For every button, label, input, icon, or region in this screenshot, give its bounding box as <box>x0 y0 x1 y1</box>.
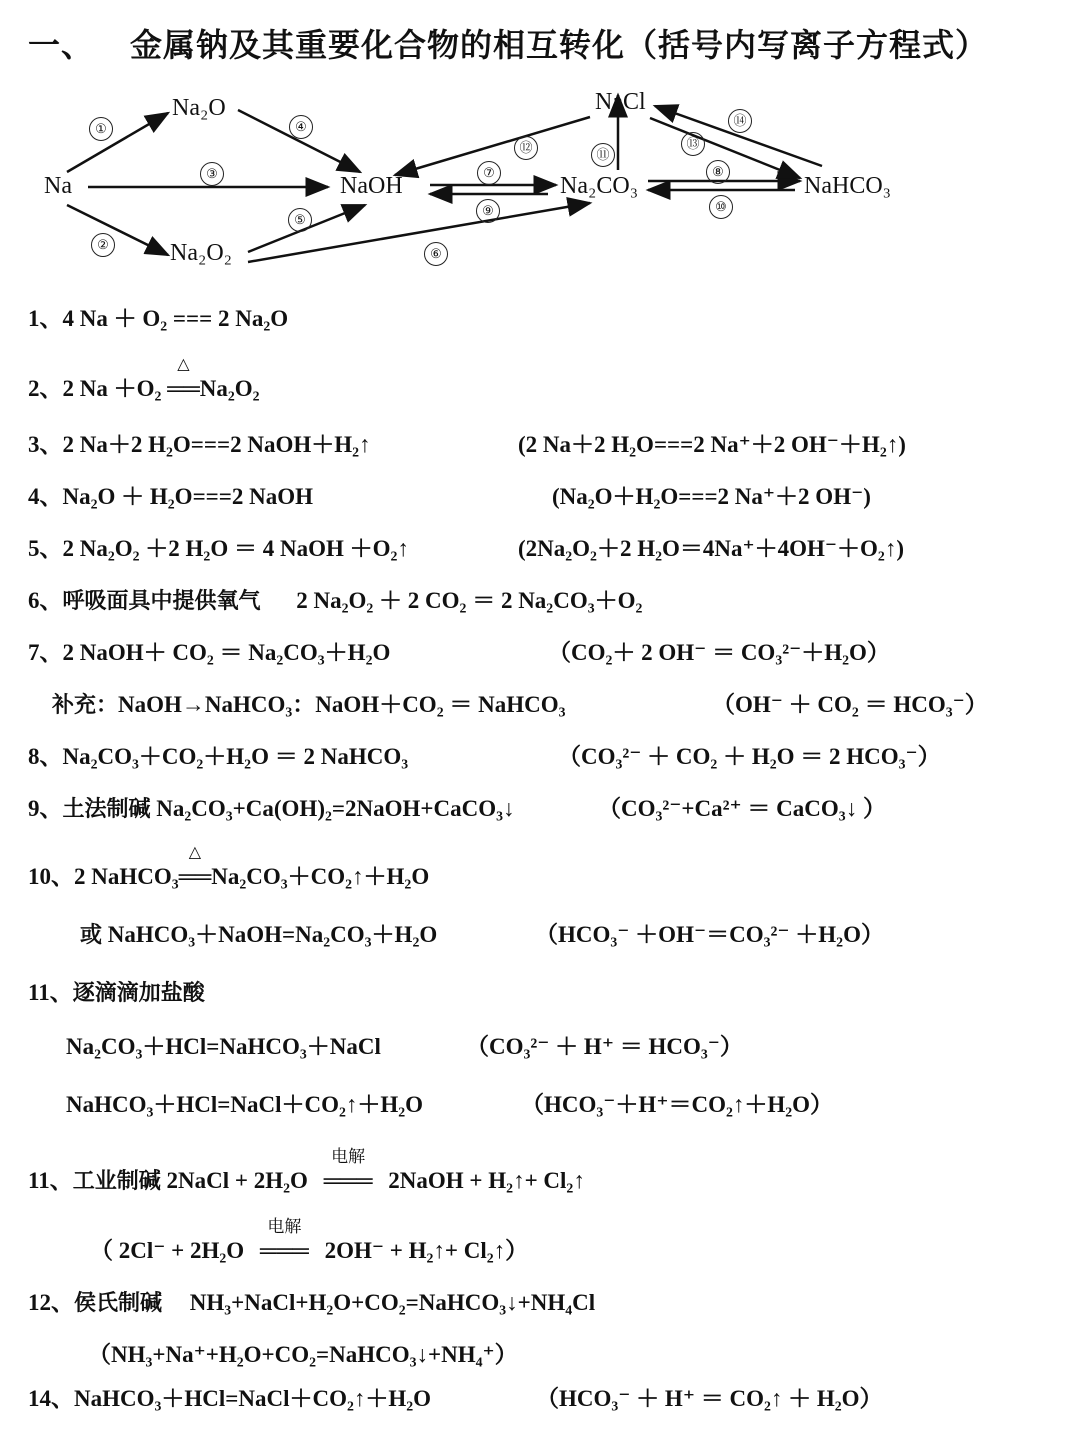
edge-label-11: ⑪ <box>591 143 615 167</box>
eq-products: Na₂CO₃＋CO₂↑＋H₂O <box>211 864 430 889</box>
eq-reactants: 2NaCl + 2H₂O <box>166 1168 308 1193</box>
eq-number: 7、 <box>28 640 63 665</box>
equation-11-industrial-ionic <box>90 1217 529 1265</box>
eq-ionic: (2 Na＋2 H₂O===2 Na⁺＋2 OH⁻＋H₂↑) <box>518 432 906 457</box>
equation-14 <box>28 1380 883 1413</box>
eq-note: 呼吸面具中提供氧气 <box>62 589 261 614</box>
eq-molecular: NaHCO₃＋HCl=NaCl＋CO₂↑＋H₂O <box>74 1386 432 1411</box>
electrolysis-condition: 电解 ═══ <box>260 1238 309 1264</box>
equation-12-ionic <box>88 1336 518 1369</box>
eq-ionic: （NH₃+Na⁺+H₂O+CO₂=NaHCO₃↓+NH₄⁺） <box>88 1342 518 1367</box>
edge-label-7: ⑦ <box>477 161 501 185</box>
edge-label-10: ⑩ <box>709 195 733 219</box>
equation-1 <box>28 300 288 333</box>
equation-supplement <box>52 686 988 719</box>
eq-molecular: 2 Na₂O₂ ＋ 2 CO₂ ＝ 2 Na₂CO₃＋O₂ <box>296 588 643 613</box>
eq-note: 工业制碱 <box>72 1169 161 1194</box>
electrolysis-condition: 电解 ═══ <box>324 1168 373 1194</box>
equation-11b <box>66 1086 834 1119</box>
section-number: 一、 <box>28 26 95 64</box>
node-na: Na <box>44 173 72 199</box>
node-na2o2: Na₂O₂ <box>170 240 233 266</box>
eq-note: 土法制碱 <box>62 797 151 822</box>
edge-label-3: ③ <box>200 162 224 186</box>
equation-11-heading <box>28 974 205 1007</box>
eq-number: 3、 <box>28 432 63 457</box>
eq-number: 11、 <box>28 1168 73 1193</box>
eq-molecular: NaHCO₃＋HCl=NaCl＋CO₂↑＋H₂O <box>66 1092 424 1117</box>
electrolysis-label: 电解 <box>331 1147 366 1167</box>
arrow-2 <box>67 205 168 255</box>
equation-10-alt <box>80 916 884 949</box>
eq-molecular: 2 Na₂O₂ ＋2 H₂O ＝ 4 NaOH ＋O₂↑ <box>62 536 409 561</box>
equation-6 <box>28 582 642 615</box>
eq-number: 2、 <box>28 376 63 401</box>
eq-ionic: （CO₃²⁻ ＋ CO₂ ＋ H₂O ＝ 2 HCO₃⁻） <box>558 744 941 769</box>
eq-number: 14、 <box>28 1386 74 1411</box>
eq-ionic: （CO₃²⁻ ＋ H⁺ ＝ HCO₃⁻） <box>466 1034 743 1059</box>
heat-icon: △ <box>188 844 202 861</box>
eq-number: 4、 <box>28 484 63 509</box>
eq-molecular: Na₂O ＋ H₂O===2 NaOH <box>62 484 314 509</box>
node-na2co3: Na₂CO₃ <box>560 173 639 199</box>
heat-condition: △ ══ <box>178 844 212 889</box>
equation-12 <box>28 1284 595 1317</box>
eq-ionic: （CO₃²⁻+Ca²⁺ ＝ CaCO₃↓ ） <box>598 796 886 821</box>
node-na2o: Na₂O <box>172 95 226 121</box>
eq-molecular: Na₂CO₃＋CO₂＋H₂O ＝ 2 NaHCO₃ <box>62 744 409 769</box>
eq-note: 或 <box>80 923 103 948</box>
conversion-diagram <box>0 80 1080 280</box>
eq-number: 1、 <box>28 306 63 331</box>
equation-8 <box>28 738 941 771</box>
equation-11-industrial <box>28 1147 585 1195</box>
eq-molecular: NH₃+NaCl+H₂O+CO₂=NaHCO₃↓+NH₄Cl <box>189 1290 596 1315</box>
eq-note: 逐滴滴加盐酸 <box>72 981 205 1006</box>
arrows-svg <box>0 80 1080 280</box>
eq-number: 6、 <box>28 588 63 613</box>
equation-10 <box>28 844 430 891</box>
eq-note: 侯氏制碱 <box>74 1291 163 1316</box>
eq-number: 8、 <box>28 744 63 769</box>
edge-label-9: ⑨ <box>476 199 500 223</box>
eq-note: 补充： <box>52 693 119 718</box>
equation-3 <box>28 426 906 459</box>
eq-molecular: 2 NaOH＋ CO₂ ＝ Na₂CO₃＋H₂O <box>62 640 391 665</box>
heat-icon: △ <box>177 356 190 373</box>
equation-11a <box>66 1028 743 1061</box>
page-title <box>28 20 988 66</box>
equation-5 <box>28 530 904 563</box>
arrow-1 <box>67 113 168 172</box>
node-naoh: NaOH <box>340 173 403 199</box>
eq-molecular: 4 Na ＋ O₂ === 2 Na₂O <box>62 306 289 331</box>
edge-label-14: ⑭ <box>728 109 752 133</box>
edge-label-5: ⑤ <box>288 208 312 232</box>
electrolysis-label: 电解 <box>267 1217 302 1237</box>
eq-products: Na₂O₂ <box>199 376 260 401</box>
edge-label-6: ⑥ <box>424 242 448 266</box>
eq-reactants: 2 NaHCO₃ <box>74 864 179 889</box>
eq-molecular: Na₂CO₃＋HCl=NaHCO₃＋NaCl <box>66 1034 381 1059</box>
eq-ionic: （HCO₃⁻ ＋OH⁻＝CO₃²⁻ ＋H₂O） <box>535 922 884 947</box>
eq-ionic: （HCO₃⁻＋H⁺＝CO₂↑＋H₂O） <box>521 1092 834 1117</box>
eq-number: 5、 <box>28 536 63 561</box>
edge-label-1: ① <box>89 117 113 141</box>
eq-molecular: Na₂CO₃+Ca(OH)₂=2NaOH+CaCO₃↓ <box>156 796 515 821</box>
eq-number: 9、 <box>28 796 63 821</box>
heat-condition: △ ══ <box>167 356 200 401</box>
eq-molecular: NaHCO₃＋NaOH=Na₂CO₃＋H₂O <box>107 922 438 947</box>
eq-molecular: 2 Na＋2 H₂O===2 NaOH＋H₂↑ <box>62 432 371 457</box>
eq-number: 10、 <box>28 864 74 889</box>
eq-number: 11、 <box>28 980 73 1005</box>
edge-label-2: ② <box>91 233 115 257</box>
eq-molecular: NaOH→NaHCO₃：NaOH＋CO₂ ＝ NaHCO₃ <box>118 692 566 717</box>
eq-ionic: (Na₂O＋H₂O===2 Na⁺＋2 OH⁻) <box>552 484 871 509</box>
edge-label-13: ⑬ <box>681 132 705 156</box>
eq-products: 2NaOH + H₂↑+ Cl₂↑ <box>388 1168 585 1193</box>
eq-ionic: （CO₂＋ 2 OH⁻ ＝ CO₃²⁻＋H₂O） <box>548 640 890 665</box>
equation-9 <box>28 790 886 823</box>
section-title: 金属钠及其重要化合物的相互转化（括号内写离子方程式） <box>130 26 989 64</box>
eq-ionic: （HCO₃⁻ ＋ H⁺ ＝ CO₂↑ ＋ H₂O） <box>536 1386 883 1411</box>
equation-7 <box>28 634 890 667</box>
edge-label-12: ⑫ <box>514 136 538 160</box>
edge-label-8: ⑧ <box>706 160 730 184</box>
equation-2 <box>28 356 260 403</box>
node-nahco3: NaHCO₃ <box>804 173 892 199</box>
eq-ionic: (2Na₂O₂＋2 H₂O＝4Na⁺＋4OH⁻＋O₂↑) <box>518 536 904 561</box>
equation-4 <box>28 478 871 511</box>
eq-reactants: （ 2Cl⁻ + 2H₂O <box>90 1238 245 1263</box>
edge-label-4: ④ <box>289 115 313 139</box>
eq-number: 12、 <box>28 1290 74 1315</box>
eq-products: 2OH⁻ + H₂↑+ Cl₂↑） <box>324 1238 529 1263</box>
node-nacl: NaCl <box>595 89 646 115</box>
eq-reactants: 2 Na ＋O₂ <box>62 376 162 401</box>
eq-ionic: （OH⁻ ＋ CO₂ ＝ HCO₃⁻） <box>712 692 988 717</box>
